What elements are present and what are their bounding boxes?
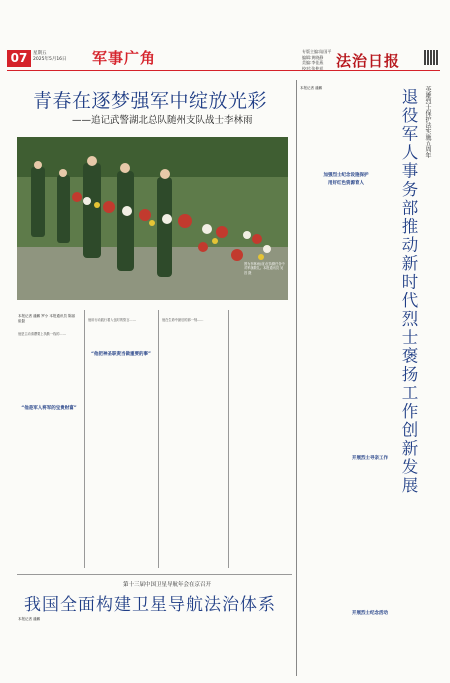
- paper-logo: 法治日报: [336, 52, 401, 70]
- date-weekday: 星期五: [33, 51, 47, 56]
- side-column-lower: [300, 335, 440, 450]
- date-full: 2025年5月16日: [33, 57, 67, 62]
- main-column-1: [18, 332, 80, 570]
- main-column-2: [88, 318, 154, 568]
- side-subhead-4: 开展烈士纪念活动: [352, 611, 388, 616]
- masthead-rule: [7, 70, 440, 71]
- bottom-kicker: 第十三届中国卫星导航年会在京召开: [123, 582, 212, 588]
- side-subhead-2: 用好红色资源育人: [328, 181, 364, 186]
- side-byline: 本报记者 潘鹏: [300, 86, 323, 90]
- main-paragraph: 他是主动请缨要上执勤一线的……: [18, 332, 66, 336]
- main-photo: [17, 137, 288, 300]
- bottom-column-3: [162, 617, 224, 680]
- editor-info: [302, 49, 331, 71]
- editor-line: 校对:张仲祥: [302, 65, 324, 71]
- main-headline: 青春在逐梦强军中绽放光彩: [33, 90, 268, 112]
- main-subheadline: ——追记武警湖北总队随州支队战士李林雨: [72, 115, 253, 126]
- bottom-column-1: [18, 625, 80, 680]
- right-section-divider: [296, 80, 297, 676]
- side-headline: 退役军人事务部推动新时代烈士褒扬工作创新发展: [399, 88, 418, 495]
- bottom-headline: 我国全面构建卫星导航法治体系: [24, 595, 276, 615]
- main-subhead-2: “他把神圣职责当做重要的事”: [91, 351, 151, 357]
- column-divider: [158, 310, 159, 568]
- main-column-3: [162, 318, 224, 568]
- column-divider: [228, 310, 229, 568]
- bottom-column-4: [232, 617, 292, 680]
- qr-code-icon: [424, 50, 439, 65]
- side-column-mid: [300, 190, 392, 330]
- main-column-4: [232, 318, 292, 568]
- page-date: [33, 51, 67, 63]
- bottom-byline: 本报记者 潘鹏: [18, 617, 41, 621]
- column-divider: [84, 310, 85, 568]
- main-byline: 本报记者 潘鹏 罗小 本报通讯员 陈丽 崔磊: [18, 314, 75, 323]
- page-number: 07: [7, 50, 31, 67]
- editor-line: 专版主编:陆国平: [302, 49, 332, 54]
- side-column-bottom: [300, 465, 440, 605]
- editor-line: 美编:李佳燕: [302, 60, 324, 65]
- side-kicker: 英雄烈士保护法实施五周年: [424, 86, 431, 158]
- side-subhead-1: 加强烈士纪念设施保护: [323, 173, 369, 178]
- section-title: 军事广角: [92, 49, 157, 67]
- soldiers-photo-illustration: [17, 137, 288, 300]
- side-subhead-3: 开展烈士寻亲工作: [352, 456, 388, 461]
- side-column-end: [300, 620, 440, 678]
- bottom-column-2: [88, 617, 154, 680]
- editor-line: 编辑:黄晓静: [302, 54, 324, 60]
- side-column-top: [300, 95, 392, 170]
- main-paragraph: 他用行动践行着入伍时的誓言……: [88, 318, 136, 322]
- section-divider: [17, 574, 292, 575]
- main-paragraph: 他在生命中最后的那一刻……: [162, 318, 204, 322]
- main-subhead-1: “他是军人将军的宝贵财富”: [21, 405, 77, 411]
- photo-caption: 图为李林雨(前)在执勤任务中对军旗敬礼。本报通讯员 吴昌 摄: [244, 262, 285, 275]
